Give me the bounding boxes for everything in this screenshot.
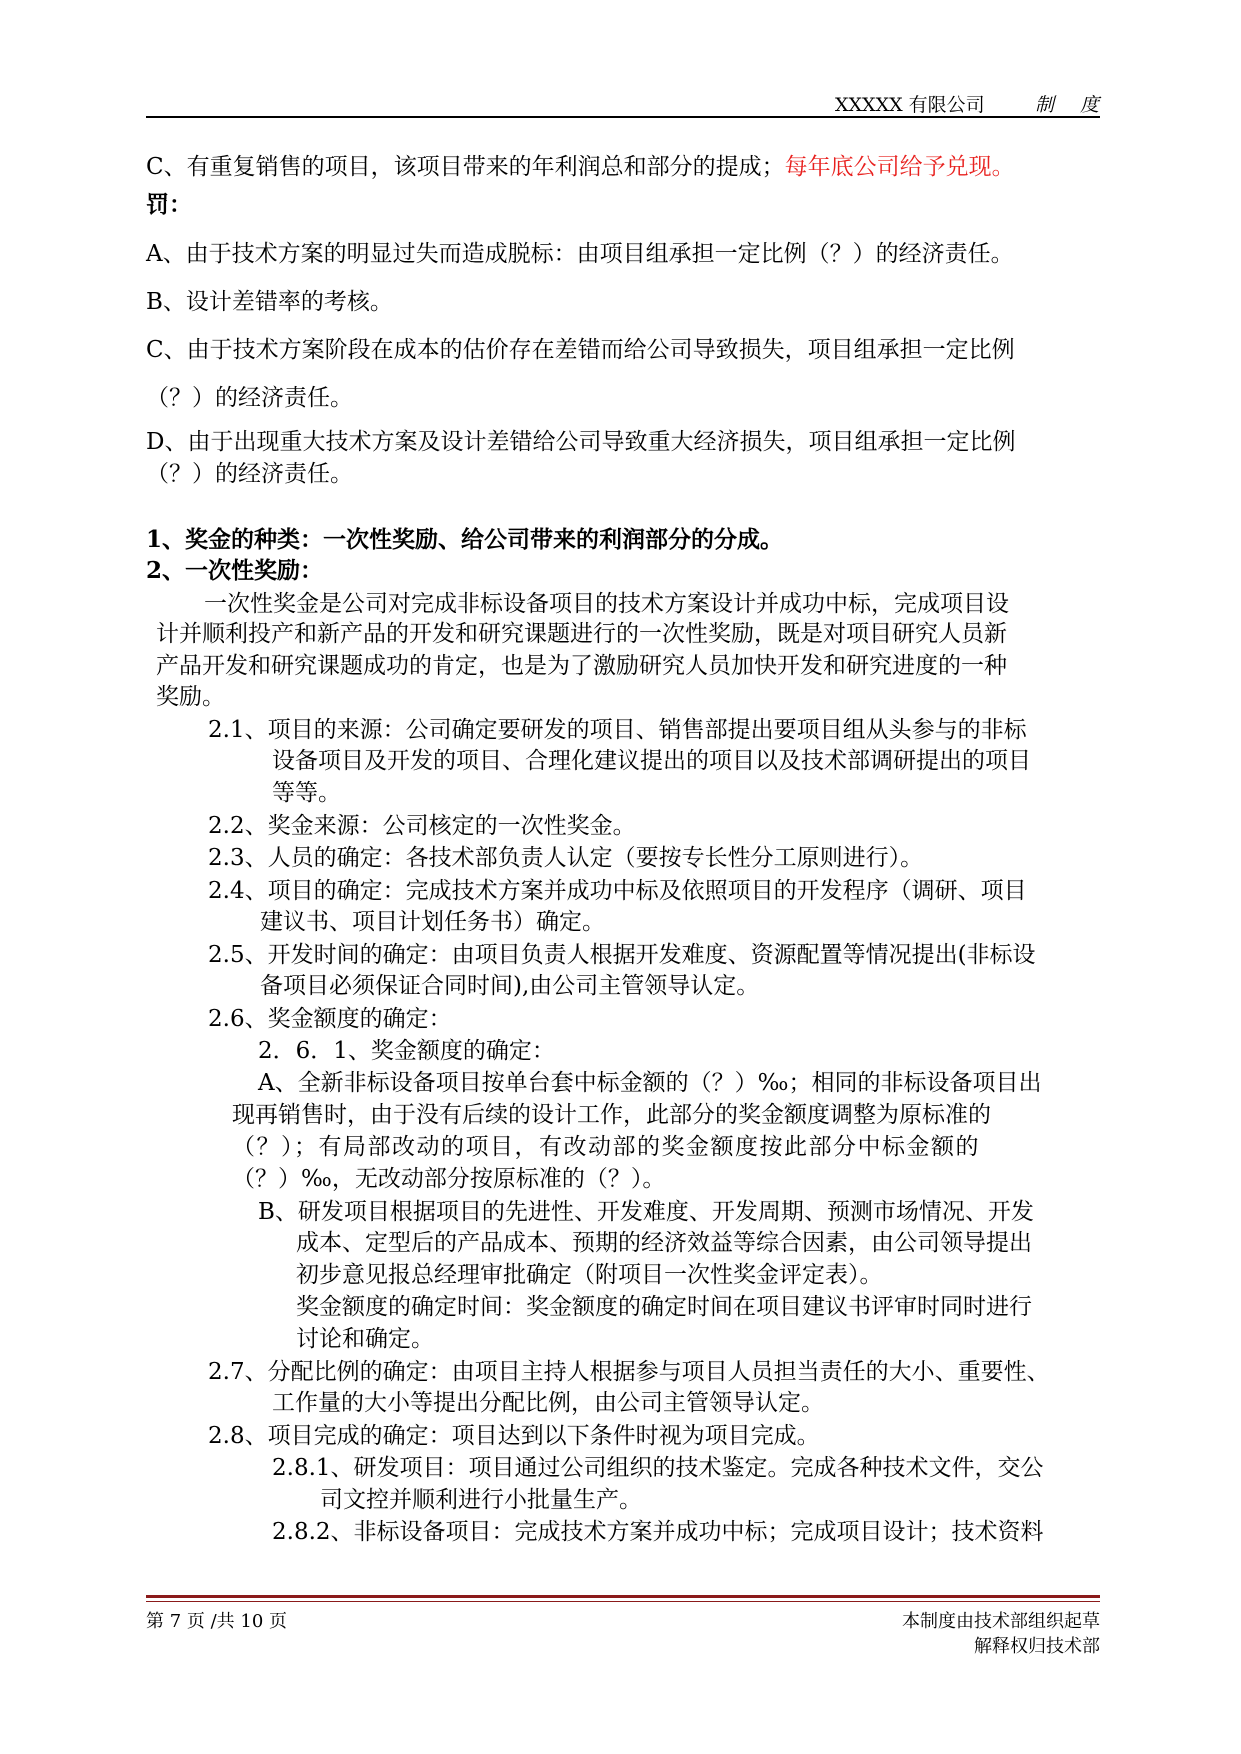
footer-page-number: 第 7 页 /共 10 页 xyxy=(146,1611,288,1632)
item-2-7-cont: 工作量的大小等提出分配比例，由公司主管领导认定。 xyxy=(272,1390,824,1416)
paragraph-line: 计并顺利投产和新产品的开发和研究课题进行的一次性奖励，既是对项目研究人员新 xyxy=(156,621,1007,647)
item-2-4-cont: 建议书、项目计划任务书）确定。 xyxy=(260,909,605,935)
item-2-5-cont: 备项目必须保证合同时间),由公司主管领导认定。 xyxy=(260,973,760,999)
item-2-6-1-b-note: 奖金额度的确定时间：奖金额度的确定时间在项目建议书评审时同时进行 xyxy=(296,1294,1032,1320)
item-2-6-1: 2．6．1、奖金额度的确定： xyxy=(258,1038,555,1064)
penalty-heading: 罚： xyxy=(146,191,192,218)
item-2-2: 2.2、奖金来源：公司核定的一次性奖金。 xyxy=(208,813,636,839)
item-2-3: 2.3、人员的确定：各技术部负责人认定（要按专长性分工原则进行）。 xyxy=(208,845,924,871)
reward-item-c-highlight: 每年底公司给予兑现。 xyxy=(784,154,1015,180)
item-2-6-1-b: B、研发项目根据项目的先进性、开发难度、开发周期、预测市场情况、开发 xyxy=(258,1199,1034,1225)
footer-rule-thin xyxy=(146,1601,1100,1602)
section-1-heading: 1、奖金的种类：一次性奖励、给公司带来的利润部分的分成。 xyxy=(146,526,784,553)
penalty-item-c: C、由于技术方案阶段在成本的估价存在差错而给公司导致损失，项目组承担一定比例 xyxy=(146,337,1015,363)
item-2-6-1-b-note-cont: 讨论和确定。 xyxy=(296,1326,434,1352)
item-2-5: 2.5、开发时间的确定：由项目负责人根据开发难度、资源配置等情况提出(非标设 xyxy=(208,942,1036,968)
item-2-8: 2.8、项目完成的确定：项目达到以下条件时视为项目完成。 xyxy=(208,1423,820,1449)
item-2-1: 2.1、项目的来源：公司确定要研发的项目、销售部提出要项目组从头参与的非标 xyxy=(208,717,1027,743)
item-2-8-1-cont: 司文控并顺利进行小批量生产。 xyxy=(320,1487,642,1513)
penalty-item-d-cont: （？）的经济责任。 xyxy=(146,461,353,487)
item-2-6-1-a-cont: （？）‰，无改动部分按原标准的（？）。 xyxy=(232,1166,666,1192)
footer-interpretation: 解释权归技术部 xyxy=(974,1636,1100,1657)
item-2-6-1-a: A、全新非标设备项目按单台套中标金额的（？）‰；相同的非标设备项目出 xyxy=(258,1070,1042,1096)
item-2-4: 2.4、项目的确定：完成技术方案并成功中标及依照项目的开发程序（调研、项目 xyxy=(208,878,1027,904)
section-2-heading: 2、一次性奖励： xyxy=(146,557,324,584)
reward-item-c xyxy=(146,152,1015,182)
reward-item-c-text: C、有重复销售的项目，该项目带来的年利润总和部分的提成； xyxy=(146,154,785,180)
header-doc-type: 制 度 xyxy=(1035,94,1110,116)
item-2-6-1-b-cont: 初步意见报总经理审批确定（附项目一次性奖金评定表）。 xyxy=(296,1262,883,1288)
penalty-item-b: B、设计差错率的考核。 xyxy=(146,289,393,315)
penalty-item-a: A、由于技术方案的明显过失而造成脱标：由项目组承担一定比例（？）的经济责任。 xyxy=(146,241,1014,267)
penalty-item-c-cont: （？）的经济责任。 xyxy=(146,385,353,411)
item-2-1-cont: 等等。 xyxy=(272,780,341,806)
item-2-6-1-a-cont: （？）；有局部改动的项目，有改动部的奖金额度按此部分中标金额的 xyxy=(232,1134,980,1160)
item-2-8-2: 2.8.2、非标设备项目：完成技术方案并成功中标；完成项目设计；技术资料 xyxy=(272,1519,1044,1545)
item-2-6: 2.6、奖金额度的确定： xyxy=(208,1006,452,1032)
item-2-8-1: 2.8.1、研发项目：项目通过公司组织的技术鉴定。完成各种技术文件，交公 xyxy=(272,1455,1044,1481)
item-2-1-cont: 设备项目及开发的项目、合理化建议提出的项目以及技术部调研提出的项目 xyxy=(272,748,1031,774)
header-company: XXXXX 有限公司 xyxy=(835,94,985,116)
footer-drafted-by: 本制度由技术部组织起草 xyxy=(902,1611,1100,1632)
penalty-item-d: D、由于出现重大技术方案及设计差错给公司导致重大经济损失，项目组承担一定比例 xyxy=(146,429,1016,455)
footer-rule-thick xyxy=(146,1595,1100,1598)
item-2-6-1-a-cont: 现再销售时，由于没有后续的设计工作，此部分的奖金额度调整为原标准的 xyxy=(232,1102,991,1128)
header-rule xyxy=(146,116,1100,118)
paragraph-line: 产品开发和研究课题成功的肯定，也是为了激励研究人员加快开发和研究进度的一种 xyxy=(156,653,1007,679)
item-2-7: 2.7、分配比例的确定：由项目主持人根据参与项目人员担当责任的大小、重要性、 xyxy=(208,1359,1050,1385)
item-2-6-1-b-cont: 成本、定型后的产品成本、预期的经济效益等综合因素，由公司领导提出 xyxy=(296,1230,1032,1256)
paragraph-line: 一次性奖金是公司对完成非标设备项目的技术方案设计并成功中标，完成项目设 xyxy=(204,591,1009,617)
paragraph-line: 奖励。 xyxy=(156,684,225,710)
